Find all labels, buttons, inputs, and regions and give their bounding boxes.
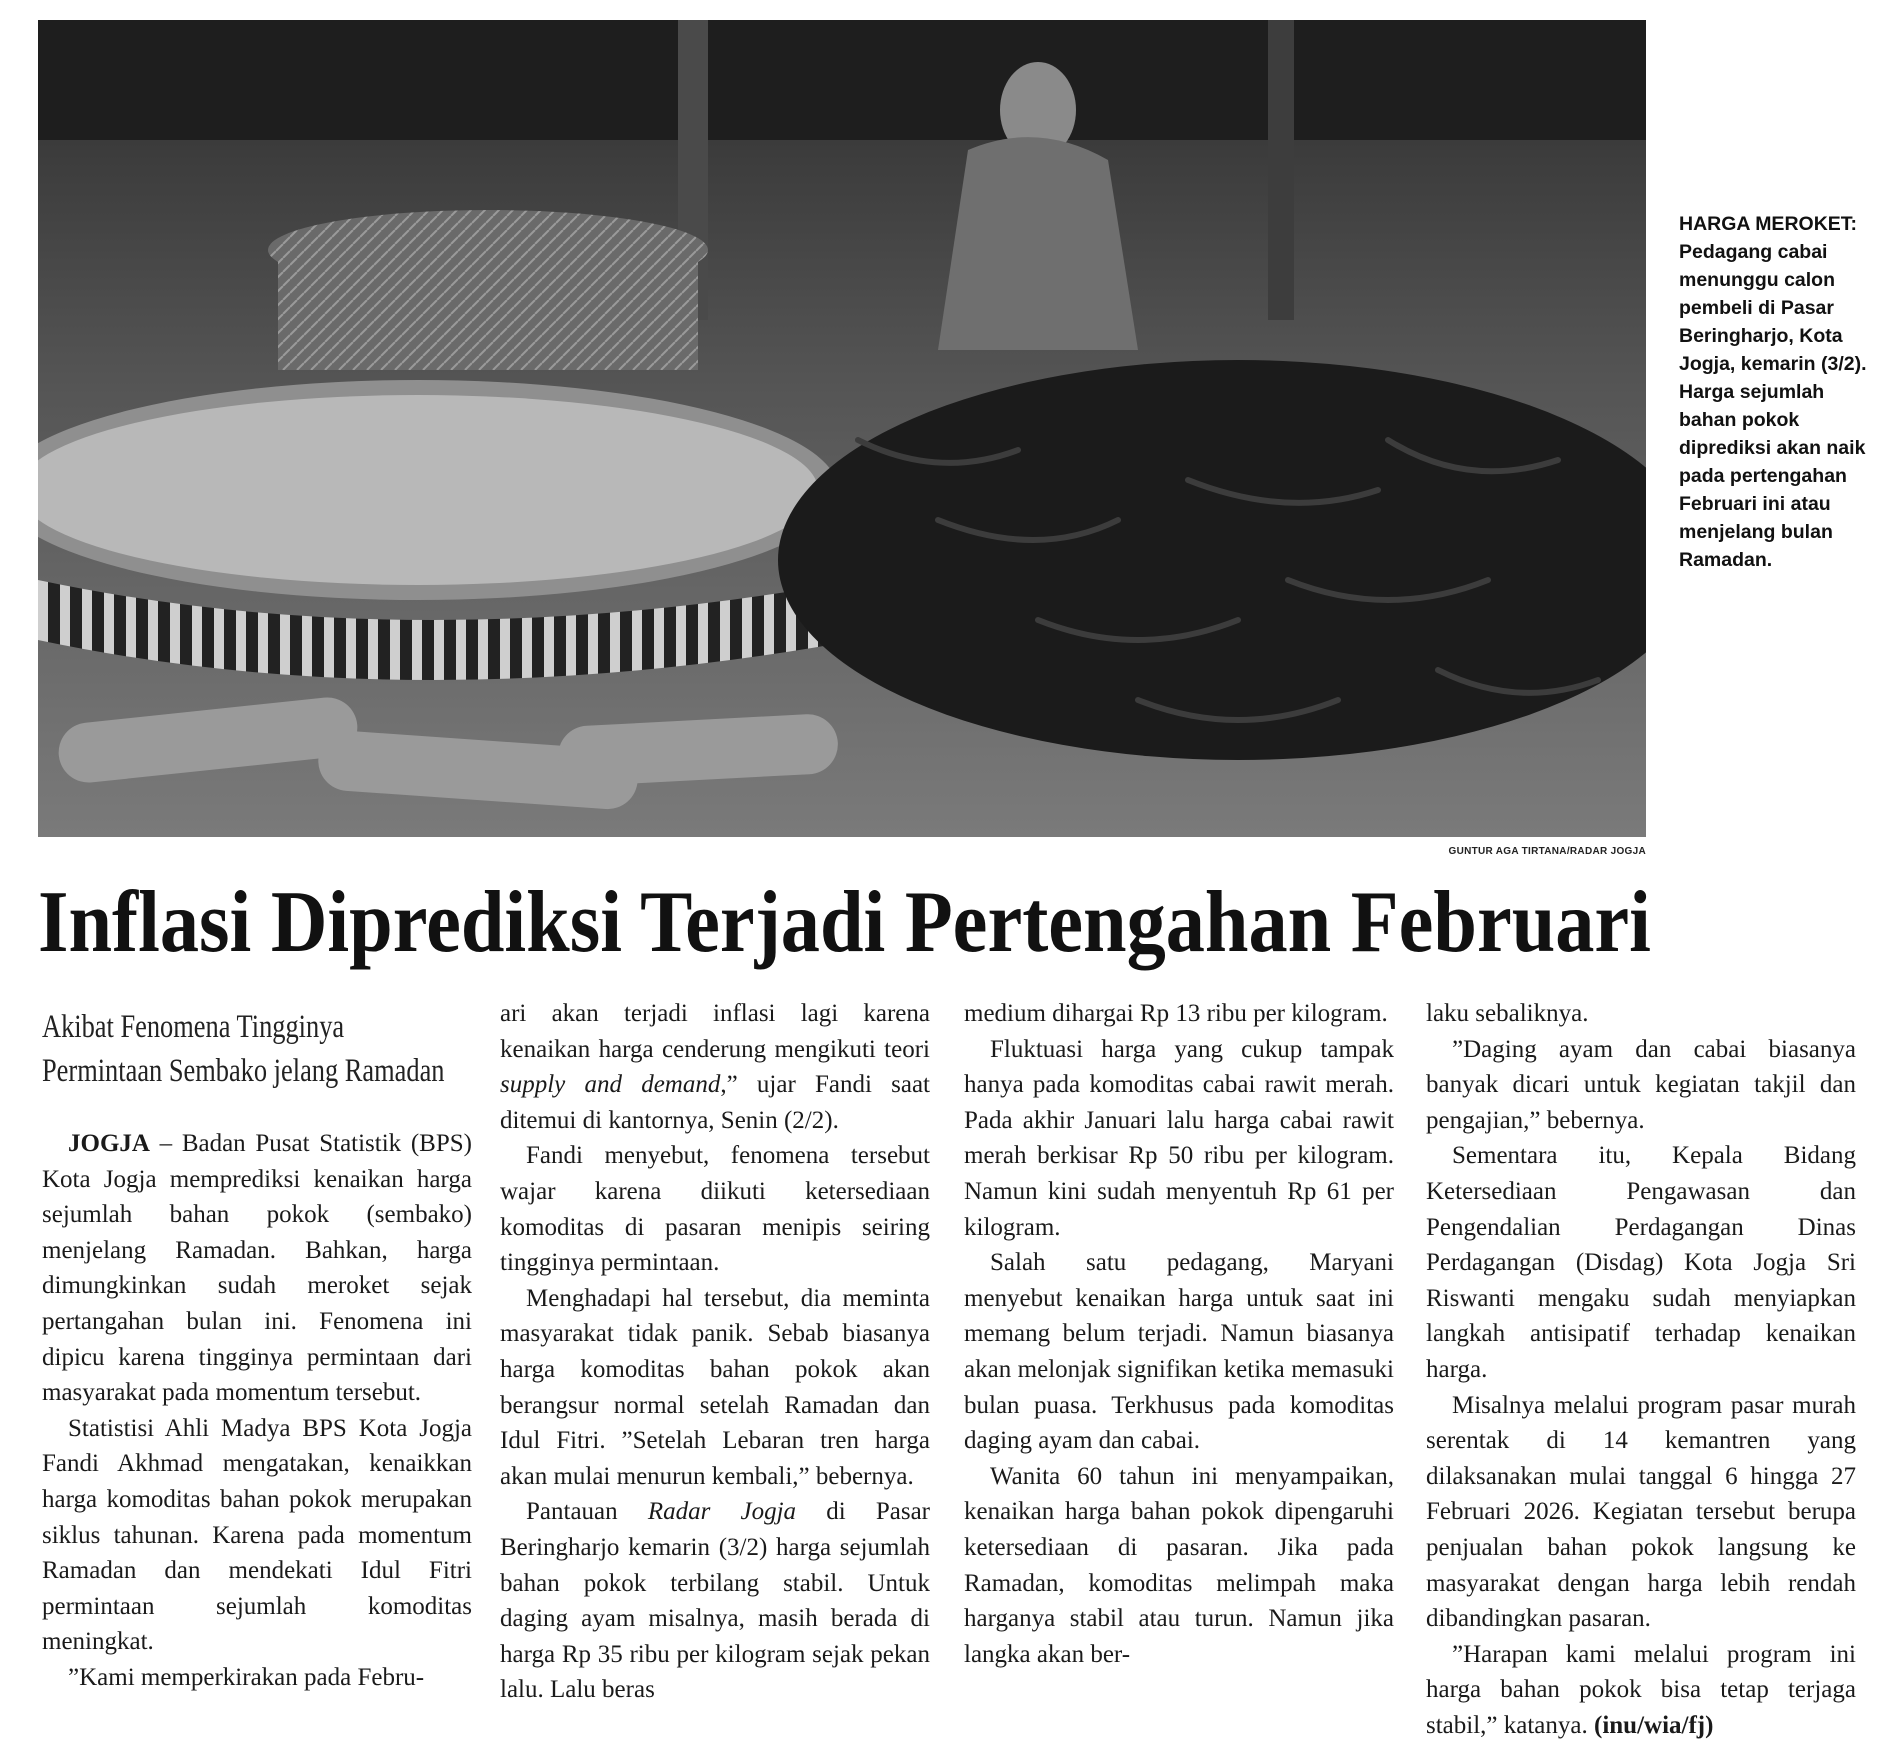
paragraph: Fluktuasi harga yang cukup tampak hanya pada komoditas cabai rawit merah. Pada akhir Januari lalu harga cabai rawit merah berkisar Rp 50 ribu per kilogram. Namun kini sudah menyentuh Rp 61 per kilogram. <box>964 1035 1394 1241</box>
paragraph-text: ”Harapan kami melalui program ini harga bahan pokok bisa tetap terjaga stabil,” katanya. <box>1426 1640 1856 1739</box>
paragraph: Salah satu pedagang, Maryani menyebut kenaikan harga untuk saat ini memang belum terjadi. Namun biasanya akan melonjak signifikan ketika memasuki bulan puasa. Terkhusus pada komoditas daging ayam dan cabai. <box>964 1249 1394 1455</box>
paragraph-continued: laku sebaliknya. <box>1426 1000 1589 1027</box>
paragraph-partial: ”Kami memperkirakan pada Febru- <box>68 1663 425 1691</box>
dateline: JOGJA <box>68 1130 150 1157</box>
article-column-4 <box>1426 996 1856 1743</box>
article-column-1 <box>42 1126 472 1696</box>
paragraph: ”Daging ayam dan cabai biasanya banyak dicari untuk kegiatan takjil dan pengajian,” bebernya. <box>1426 1035 1856 1134</box>
paragraph: Fandi menyebut, fenomena tersebut wajar karena diikuti ketersediaan komoditas di pasaran menipis seiring tingginya permintaan. <box>500 1142 930 1277</box>
paragraph: Wanita 60 tahun ini menyampaikan, kenaikan harga bahan pokok dipengaruhi ketersediaan di pasaran. Jika pada Ramadan, komoditas melimpah maka harganya stabil atau turun. Namun jika langka akan ber- <box>964 1462 1394 1668</box>
paragraph: Statistisi Ahli Madya BPS Kota Jogja Fandi Akhmad mengatakan, kenaikkan harga komoditas bahan pokok merupakan siklus tahunan. Karena pada momentum Ramadan dan mendekati Idul Fitri permintaan sejumlah komoditas meningkat. <box>42 1414 472 1656</box>
paragraph-continued: ari akan terjadi inflasi lagi karena kenaikan harga cenderung mengikuti teori supply and demand,” ujar Fandi saat ditemui di kantornya, Senin (2/2). <box>500 1000 930 1134</box>
paragraph-text: – Badan Pusat Statistik (BPS) Kota Jogja memprediksi kenaikan harga sejumlah bahan pokok (sembako) menjelang Ramadan. Bahkan, harga dimungkinkan sudah meroket sejak pertangahan bulan ini. Fenomena ini dipicu karena tingginya permintaan dari masyarakat pada momentum tersebut. <box>42 1130 472 1407</box>
market-chili-photo <box>38 20 1646 837</box>
article-column-3 <box>964 996 1394 1672</box>
paragraph-text: Pantauan <box>526 1498 648 1526</box>
photo-caption <box>1679 210 1879 574</box>
headline: Inflasi Diprediksi Terjadi Pertengahan Februari <box>38 874 1651 971</box>
paragraph: Menghadapi hal tersebut, dia meminta masyarakat tidak panik. Sebab biasanya harga komoditas bahan pokok akan berangsur normal setelah Ramadan dan Idul Fitri. ”Setelah Lebaran tren harga akan mulai menurun kembali,” bebernya. <box>500 1284 930 1490</box>
paragraph: Pantauan Radar Jogja di Pasar Beringharjo kemarin (3/2) harga sejumlah bahan pokok terbilang stabil. Untuk daging ayam misalnya, masih berada di harga Rp 35 ribu per kilogram sejak pekan lalu. Lalu beras <box>500 1498 930 1704</box>
paragraph <box>1426 1637 1856 1744</box>
news-photo <box>38 20 1646 837</box>
caption-text: Pedagang cabai menunggu calon pembeli di Pasar Beringharjo, Kota Jogja, kemarin (3/2). Harga sejumlah bahan pokok diprediksi akan naik pada pertengahan Februari ini atau menjelang bulan Ramadan. <box>1679 241 1867 571</box>
paragraph-text: ,” ujar Fandi saat ditemui di kantornya, Senin (2/2). <box>500 1071 930 1134</box>
deck <box>42 1005 445 1093</box>
paragraph: Sementara itu, Kepala Bidang Ketersediaan Pengawasan dan Pengendalian Perdagangan Dinas Perdagangan (Disdag) Kota Jogja Sri Riswanti mengaku sudah menyiapkan langkah antisipatif terhadap kenaikan harga. <box>1426 1142 1856 1383</box>
italic-term: supply and demand <box>500 1071 721 1099</box>
deck-line-2: Permintaan Sembako jelang Ramadan <box>42 1053 445 1089</box>
paragraph: Misalnya melalui program pasar murah serentak di 14 kemantren yang dilaksanakan mulai tanggal 6 hingga 27 Februari 2026. Kegiatan tersebut berupa penjualan bahan pokok langsung ke masyarakat dengan harga lebih rendah dibandingkan pasaran. <box>1426 1391 1856 1633</box>
photo-credit: GUNTUR AGA TIRTANA/RADAR JOGJA <box>1448 846 1646 857</box>
paragraph-continued: medium dihargai Rp 13 ribu per kilogram. <box>964 1000 1388 1027</box>
signoff: (inu/wia/fj) <box>1594 1711 1714 1739</box>
caption-title: HARGA MEROKET: <box>1679 213 1858 235</box>
article-column-2 <box>500 996 930 1708</box>
paragraph <box>42 1126 472 1411</box>
deck-line-1: Akibat Fenomena Tingginya <box>42 1009 345 1045</box>
publication-name: Radar Jogja <box>647 1498 797 1526</box>
